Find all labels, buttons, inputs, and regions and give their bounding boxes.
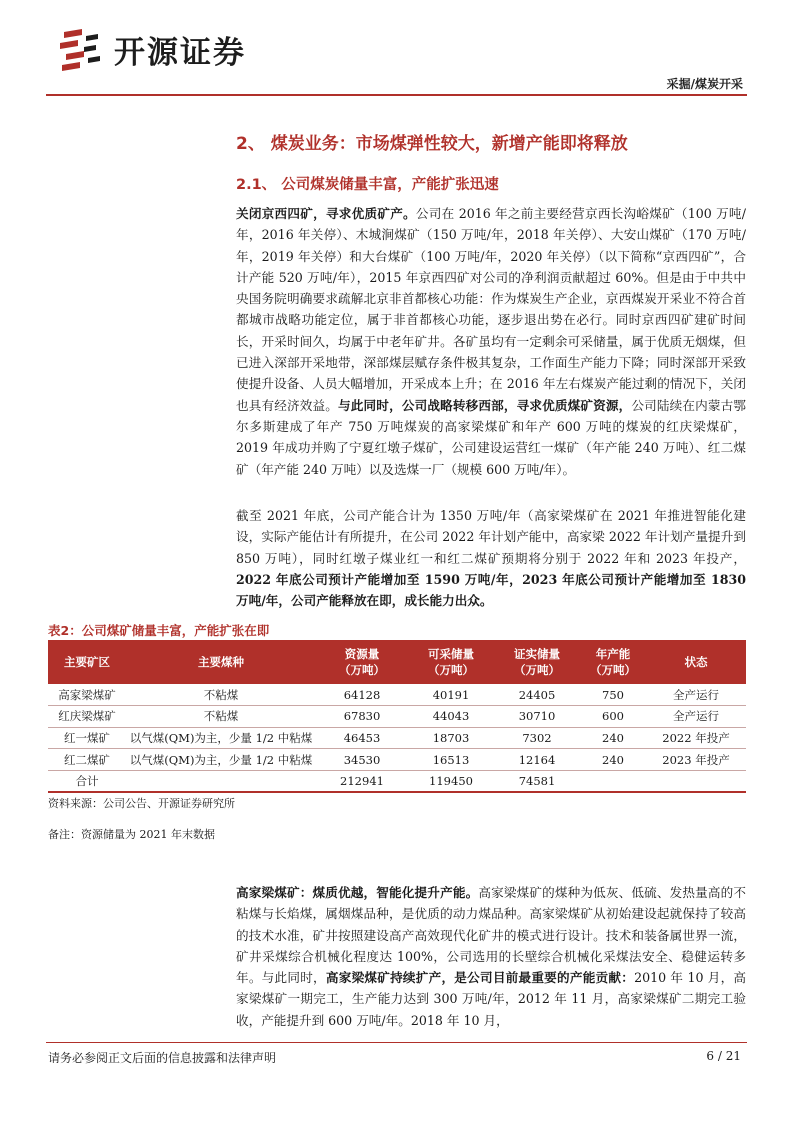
header-coal-type: 主要煤种	[126, 640, 316, 684]
paragraph-emphasis: 高家梁煤矿持续扩产，是公司目前最重要的产能贡献：	[325, 970, 635, 986]
cell-resource: 64128	[316, 684, 408, 706]
header-capacity: 年产能 （万吨）	[580, 640, 646, 684]
mine-reserves-table	[48, 640, 746, 793]
header-recoverable: 可采储量 （万吨）	[408, 640, 494, 684]
cell-recoverable: 16513	[408, 749, 494, 771]
cell-coal-type: 不粘煤	[126, 684, 316, 706]
paragraph-text: 2010 年 10 月，高家梁煤矿一期完工，生产能力达到 300 万吨/年，2012 年 11 月，高家梁煤矿二期完工验收，产能提升到 600 万吨/年。2018 年 10 月，	[236, 970, 747, 1028]
paragraph-jingxi-mines	[236, 203, 746, 480]
header-divider	[46, 94, 747, 96]
cell-status: 2022 年投产	[646, 727, 746, 749]
paragraph-text: 公司在 2016 年之前主要经营京西长沟峪煤矿（100 万吨/年，2016 年关停）、木城涧煤矿（150 万吨/年，2018 年关停）、大安山煤矿（170 万吨/年，2019 年关停）和大台煤矿（100 万吨/年，2020 年关停）（以下简称“京西四矿”，合计产能 520 万吨/年），2015 年京西四矿对公司的净利润贡献超过 60%。但是由于中共中央国务院明确要求疏解北京非首都核心功能：作为煤炭生产企业，京西煤炭开采业不符合首都城市战略功能定位，属于非首都核心功能，逐步退出势在必行。同时京西四矿建矿时间长，开采时间久，均属于中老年矿井。各矿虽均有一定剩余可采储量，属于优质无烟煤，但已进入深部开采地带，深部煤层赋存条件极其复杂，工作面生产能力下降；同时深部开采致使提升设备、人员大幅增加，开采成本上升；在 2016 年左右煤炭产能过剩的情况下，关闭也具有经济效益。	[236, 206, 747, 413]
cell-mine: 高家梁煤矿	[48, 684, 126, 706]
table-note: 备注：资源储量为 2021 年末数据	[48, 828, 215, 841]
cell-capacity: 240	[580, 749, 646, 771]
cell-coal-type: 以气煤(QM)为主，少量 1/2 中粘煤	[126, 749, 316, 771]
cell-resource: 212941	[316, 770, 408, 792]
cell-coal-type: 以气煤(QM)为主，少量 1/2 中粘煤	[126, 727, 316, 749]
brand-name: 开源证券	[114, 34, 246, 71]
cell-capacity: 600	[580, 706, 646, 728]
header-status: 状态	[646, 640, 746, 684]
cell-capacity: 240	[580, 727, 646, 749]
cell-coal-type	[126, 770, 316, 792]
cell-status	[646, 770, 746, 792]
table-title: 表2：公司煤矿储量丰富，产能扩张在即	[48, 623, 270, 638]
cell-resource: 46453	[316, 727, 408, 749]
section-heading: 2、 煤炭业务：市场煤弹性较大，新增产能即将释放	[236, 134, 628, 154]
paragraph-text: 截至 2021 年底，公司产能合计为 1350 万吨/年（高家梁煤矿在 2021 年推进智能化建设，实际产能估计有所提升，在公司 2022 年计划产能中，高家梁 2022 年计划产量提升到 850 万吨），同时红墩子煤业红一和红二煤矿预期将分别于 2022 年和 2023 年投产，	[236, 508, 746, 566]
paragraph-gaojialiang	[236, 882, 746, 1031]
table-total-row	[48, 770, 746, 792]
cell-mine: 红二煤矿	[48, 749, 126, 771]
table-row	[48, 727, 746, 749]
cell-proven: 24405	[494, 684, 580, 706]
paragraph-text: 高家梁煤矿的煤种为低灰、低硫、发热量高的不粘煤与长焰煤，属烟煤品种，是优质的动力煤品种。高家梁煤矿从初始建设起就保持了较高的技术水准，矿井按照建设高产高效现代化矿井的模式进行设计。技术和装备属世界一流，矿井采煤综合机械化程度达 100%，公司选用的长壁综合机械化采煤法安全、稳健运转多年。与此同时，	[236, 885, 747, 986]
cell-mine: 红一煤矿	[48, 727, 126, 749]
subsection-heading: 2.1、 公司煤炭储量丰富，产能扩张迅速	[236, 177, 499, 193]
cell-recoverable: 119450	[408, 770, 494, 792]
paragraph-emphasis: 2022 年底公司预计产能增加至 1590 万吨/年，2023 年底公司预计产能增加至 1830 万吨/年，公司产能释放在即，成长能力出众。	[236, 571, 746, 609]
table-source: 资料来源：公司公告、开源证券研究所	[48, 797, 235, 810]
cell-status: 全产运行	[646, 706, 746, 728]
footer-disclaimer: 请务必参阅正文后面的信息披露和法律声明	[48, 1051, 277, 1065]
brand-logo-icon	[56, 26, 102, 72]
footer-divider	[46, 1042, 747, 1043]
table-header-row	[48, 640, 746, 684]
cell-mine: 合计	[48, 770, 126, 792]
header-mine: 主要矿区	[48, 640, 126, 684]
cell-proven: 30710	[494, 706, 580, 728]
section-tag: 采掘/煤炭开采	[666, 77, 743, 91]
brand-logo	[56, 26, 246, 72]
paragraph-lead: 高家梁煤矿：煤质优越，智能化提升产能。	[236, 885, 479, 900]
header-resource: 资源量 （万吨）	[316, 640, 408, 684]
cell-capacity: 750	[580, 684, 646, 706]
cell-status: 全产运行	[646, 684, 746, 706]
cell-status: 2023 年投产	[646, 749, 746, 771]
cell-proven: 7302	[494, 727, 580, 749]
cell-resource: 34530	[316, 749, 408, 771]
paragraph-capacity	[236, 505, 746, 611]
cell-recoverable: 40191	[408, 684, 494, 706]
cell-recoverable: 44043	[408, 706, 494, 728]
paragraph-text: 公司陆续在内蒙古鄂尔多斯建成了年产 750 万吨煤炭的高家梁煤矿和年产 600 万吨的煤炭的红庆梁煤矿，2019 年成功并购了宁夏红墩子煤矿，公司建设运营红一煤矿（年产能 240 万吨）、红二煤矿（年产能 240 万吨）以及选煤一厂（规模 600 万吨/年）。	[236, 397, 747, 477]
cell-coal-type: 不粘煤	[126, 706, 316, 728]
cell-recoverable: 18703	[408, 727, 494, 749]
cell-proven: 74581	[494, 770, 580, 792]
header-proven: 证实储量 （万吨）	[494, 640, 580, 684]
page-number: 6 / 21	[706, 1049, 741, 1063]
table-row	[48, 706, 746, 728]
cell-mine: 红庆梁煤矿	[48, 706, 126, 728]
paragraph-lead: 关闭京西四矿，寻求优质矿产。	[236, 206, 416, 221]
cell-proven: 12164	[494, 749, 580, 771]
table-row	[48, 684, 746, 706]
cell-capacity	[580, 770, 646, 792]
paragraph-emphasis: 与此同时，公司战略转移西部，寻求优质煤矿资源，	[338, 397, 632, 413]
table-row	[48, 749, 746, 771]
cell-resource: 67830	[316, 706, 408, 728]
